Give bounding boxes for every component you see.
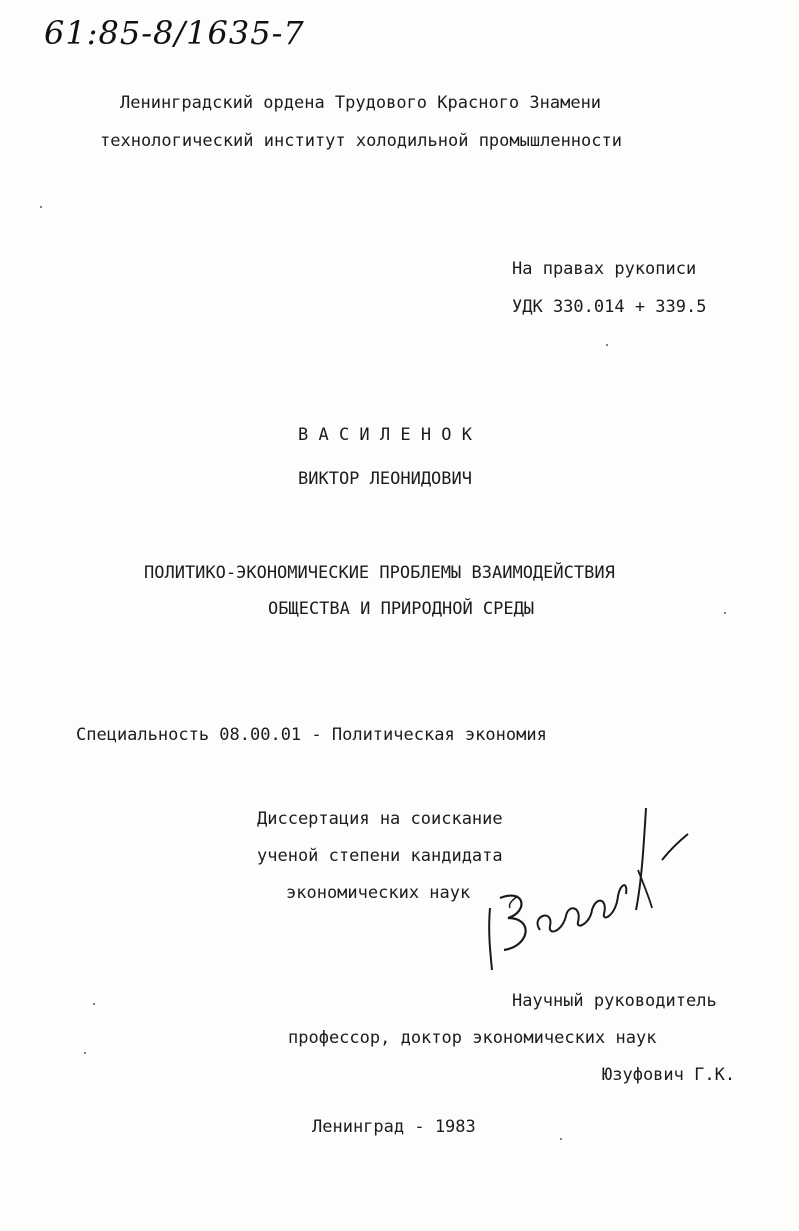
rights-note: На правах рукописи [512,259,697,279]
scan-speck [560,1138,562,1140]
scan-speck [606,344,608,346]
supervisor-name: Юзуфович Г.К. [602,1065,736,1085]
scan-speck [724,612,726,614]
institution-line-1: Ленинградский ордена Трудового Красного Знамени [120,93,602,113]
scan-speck [93,1003,95,1005]
place-and-year: Ленинград - 1983 [312,1117,476,1137]
supervisor-label: Научный руководитель [512,991,717,1011]
dissertation-title-line-2: ОБЩЕСТВА И ПРИРОДНОЙ СРЕДЫ [268,599,535,619]
scan-speck [40,206,42,208]
udc-code: УДК 330.014 + 339.5 [512,297,707,317]
dissertation-note-line-1: Диссертация на соискание [257,809,503,829]
dissertation-note-line-3: экономических наук [286,883,471,903]
supervisor-degree: профессор, доктор экономических наук [288,1028,657,1048]
scan-speck [84,1052,86,1054]
specialty: Специальность 08.00.01 - Политическая экономия [76,725,547,745]
archive-code-handwritten: 61:85-8/1635-7 [44,14,305,52]
author-surname: В А С И Л Е Н О К [298,425,472,445]
dissertation-note-line-2: ученой степени кандидата [257,846,503,866]
author-given-name: ВИКТОР ЛЕОНИДОВИЧ [298,469,472,489]
institution-line-2: технологический институт холодильной промышленности [100,131,622,151]
dissertation-title-line-1: ПОЛИТИКО-ЭКОНОМИЧЕСКИЕ ПРОБЛЕМЫ ВЗАИМОДЕЙСТВИЯ [144,563,615,583]
handwritten-signature [478,800,708,980]
